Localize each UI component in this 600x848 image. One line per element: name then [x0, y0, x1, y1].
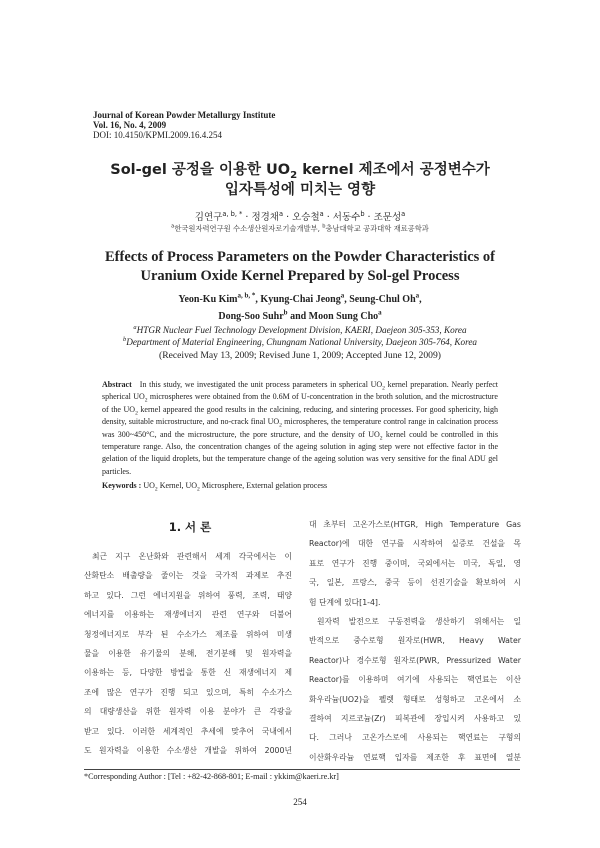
body-line: 표로 연구가 진행 중이며, 국외에서는 미국, 독일, 영: [309, 558, 521, 568]
page-number: 254: [293, 797, 307, 807]
korean-author: 조문성: [373, 212, 402, 223]
korean-author: 정경채: [251, 212, 279, 223]
author-mark: a: [415, 291, 420, 300]
affiliation-text: 한국원자력연구원 수소생산원자로기술개발부,: [174, 224, 323, 233]
english-author: and Moon Sung Cho: [287, 311, 379, 322]
body-line: 에너지를 이용하는 재생에너지 관련 연구와 더불어: [84, 610, 292, 620]
corresponding-author-footnote: *Corresponding Author : [Tel : +82-42-868-801; E-mail : ykkim@kaeri.re.kr]: [84, 772, 339, 781]
keywords-label: Keywords :: [102, 481, 144, 490]
abstract-text: kernel preparation. Nearly perfect spherical UO: [102, 380, 498, 402]
journal-volume: Vol. 16, No. 4, 2009: [93, 120, 167, 130]
english-affiliation: [0, 325, 600, 348]
abstract-text: kernel appeared the good results in the calcining, reducing, and sintering processes. For good sphericity, high density, suitable microstructure, and no-crack final UO: [102, 404, 498, 427]
subscript: 2: [135, 410, 138, 417]
body-line: 산화탄소 배출량을 줄이는 것을 국가적 과제로 추진: [84, 571, 292, 581]
affiliation-text: Department of Material Engineering, Chungnam National University, Daejeon 305-764, Korea: [126, 336, 477, 347]
author-mark: b: [283, 308, 288, 317]
keywords: [102, 481, 502, 493]
section-heading: 1. 서 론: [168, 520, 212, 534]
body-line: Reactor)에 대한 연구를 시작하여 실증로 건설을 목: [309, 539, 521, 549]
english-author: Yeon-Ku Kim: [178, 294, 238, 305]
body-line: 원자력 발전으로 구동전력을 생산하기 위해서는 일: [317, 617, 521, 627]
journal-doi: DOI: 10.4150/KPMI.2009.16.4.254: [93, 130, 223, 140]
korean-title-line2: 입자특성에 미치는 영향: [224, 182, 376, 198]
abstract: [102, 379, 498, 478]
subscript: 2: [197, 486, 200, 493]
english-authors-line2: [0, 308, 600, 325]
abstract-text: microspheres, the temperature control range in calcination process was 300~450°C, and the microstructure, the pore structure, and the density of UO: [102, 417, 498, 439]
affiliation-text: 충남대학교 공과대학 재료공학과: [325, 224, 429, 233]
abstract-text: microspheres were obtained from the 0.6M of U-concentration in the broth solution, and the microstructure of the UO: [102, 392, 498, 414]
author-mark: b: [360, 209, 365, 218]
korean-author: 김연구: [194, 212, 223, 223]
korean-authors: [0, 209, 600, 223]
korean-title-text: kernel 제조에서 공정변수가: [297, 162, 490, 178]
body-line: Reactor)나 경수로형 원자로(PWR, Pressurized Water: [309, 655, 521, 665]
author-separator: ·: [323, 212, 333, 223]
subscript: 2: [382, 385, 385, 392]
body-line: 반적으로 중수로형 원자로(HWR, Heavy Water: [309, 636, 521, 646]
keyword-text: UO: [143, 481, 155, 490]
english-title: [0, 248, 600, 286]
body-line: Reactor)를 이용하며 여기에 사용되는 핵연료는 이산: [309, 675, 521, 685]
author-separator: ·: [364, 212, 374, 223]
english-affiliation-a: [0, 325, 600, 337]
body-line: 험 단계에 있다[1-4].: [309, 597, 381, 607]
english-title-line2: Uranium Oxide Kernel Prepared by Sol-gel Process: [140, 268, 460, 284]
body-line: 조에 많은 연구가 진행 되고 있으며, 특히 수소가스: [84, 687, 292, 697]
body-line: 의 대량생산을 위한 원자력 이용 분야가 큰 각광을: [84, 707, 292, 717]
keyword-text: Microsphere, External gelation process: [199, 481, 328, 490]
author-separator: ,: [419, 294, 422, 305]
author-mark: a: [378, 308, 382, 317]
subscript: 2: [144, 398, 148, 404]
journal-header: [93, 110, 275, 140]
english-title-line1: Effects of Process Parameters on the Powder Characteristics of: [104, 249, 496, 265]
keyword-text: Kernel, UO: [157, 481, 198, 490]
affiliation-mark: a: [133, 323, 137, 331]
korean-title: [0, 160, 600, 200]
body-line: 국, 일본, 프랑스, 중국 등이 선진기술을 확보하여 시: [309, 578, 521, 588]
korean-title-text: Sol-gel 공정을 이용한 UO: [110, 162, 291, 178]
journal-name: Journal of Korean Powder Metallurgy Institute: [93, 110, 276, 120]
korean-author: 오승철: [292, 212, 320, 223]
korean-affiliation: [0, 224, 600, 234]
body-line: 받고 있다. 이러한 세계적인 추세에 맞추어 국내에서: [84, 726, 292, 736]
body-line: 도 원자력을 이용한 수소생산 개발을 위하여 2000년: [84, 746, 292, 756]
footnote-divider: [84, 769, 520, 770]
english-authors: [0, 291, 600, 325]
body-line: 이용하는 등, 다양한 방법을 통한 신 재생에너지 제: [84, 668, 292, 678]
korean-author: 서동수: [332, 212, 361, 223]
body-line: 최근 지구 온난화와 관련해서 세계 각국에서는 이: [92, 552, 292, 561]
affiliation-mark: a: [171, 223, 175, 230]
abstract-label: Abstract: [102, 380, 132, 389]
author-mark: a, b, *: [237, 291, 256, 300]
english-author: , Seung-Chul Oh: [344, 294, 416, 305]
affiliation-mark: b: [322, 223, 326, 230]
body-column-right: [309, 515, 521, 767]
body-line: 이산화우라늄 연료핵 입자를 제조한 후 표면에 열분: [309, 752, 521, 762]
body-line: 화우라늄(UO2)을 펠렛 형태로 성형하고 고온에서 소: [309, 694, 521, 704]
author-mark: a: [401, 209, 406, 218]
abstract-text: In this study, we investigated the unit process parameters in spherical UO: [139, 380, 383, 389]
author-mark: a: [340, 291, 345, 300]
subscript: 2: [379, 435, 383, 442]
affiliation-mark: b: [122, 335, 127, 343]
english-author: Dong-Soo Suhr: [218, 311, 284, 322]
korean-title-subscript: 2: [290, 169, 298, 181]
author-separator: ·: [242, 212, 252, 223]
body-line: 대 초부터 고온가스로(HTGR, High Temperature Gas: [309, 520, 521, 529]
korean-title-line1: [0, 160, 600, 180]
body-line: 다. 그러나 고온가스로에 사용되는 핵연료는 구형의: [309, 733, 521, 743]
english-authors-line1: [0, 291, 600, 308]
body-line: 하고 있다. 그런 에너지원을 위하여 풍력, 조력, 태양: [84, 590, 292, 600]
abstract-text: kernel could be controlled in this temperature range. Also, the concentration changes of the ageing solution in aging step were not effective factor in the gelation of the liquid droplets, but the temperature change of the ageing solution was very sensitive for the final ADU gel particles.: [102, 429, 498, 476]
author-mark: a: [319, 209, 324, 218]
received-dates: (Received May 13, 2009; Revised June 1, 2009; Accepted June 12, 2009): [159, 350, 441, 361]
author-separator: ·: [283, 212, 293, 223]
subscript: 2: [279, 422, 282, 429]
english-affiliation-b: [0, 337, 600, 349]
body-line: 청정에너지로 부각 된 수소가스 제조를 위하여 미생: [84, 629, 292, 639]
body-line: 결하여 지르코늄(Zr) 피복관에 장입시켜 사용하고 있: [309, 714, 521, 724]
author-mark: a: [278, 209, 284, 218]
affiliation-text: HTGR Nuclear Fuel Technology Development Division, KAERI, Daejeon 305-353, Korea: [136, 325, 467, 335]
english-author: , Kyung-Chai Jeong: [255, 294, 341, 305]
subscript: 2: [154, 486, 158, 493]
body-line: 물을 이용한 유기물의 분해, 전기분해 및 원자력을: [84, 649, 292, 659]
body-column-left: [84, 547, 292, 760]
author-mark: a, b, *: [222, 209, 243, 218]
